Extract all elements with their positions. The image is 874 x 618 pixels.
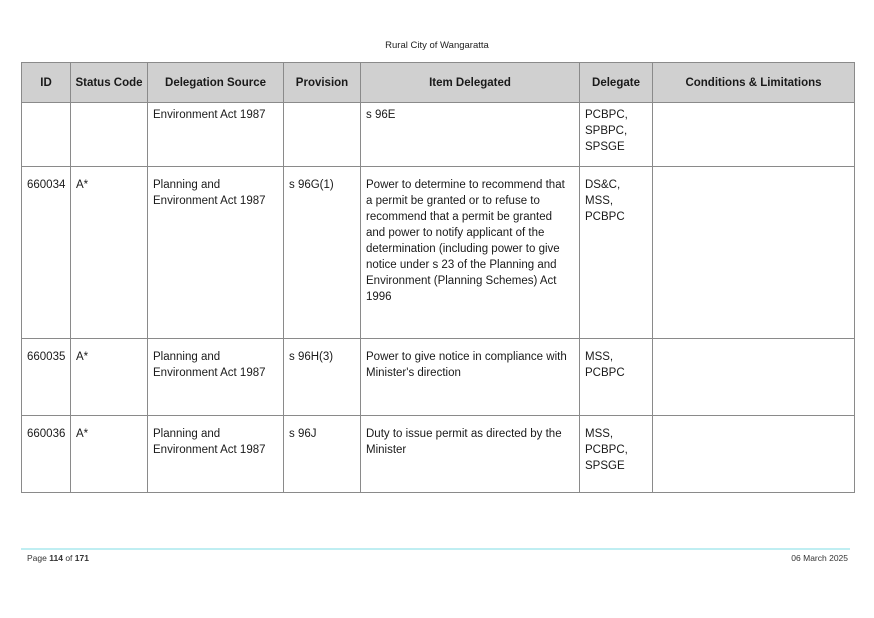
col-header-status-code: Status Code: [71, 63, 148, 103]
footer-divider: [21, 548, 850, 550]
cell-provision: [284, 103, 361, 167]
cell-item-delegated: Power to give notice in compliance with Minister's direction: [361, 339, 580, 416]
table-row: [22, 416, 855, 493]
col-header-delegation-source: Delegation Source: [148, 63, 284, 103]
cell-conditions: [653, 167, 855, 339]
cell-status-code: [71, 103, 148, 167]
cell-delegate: PCBPC, SPBPC, SPSGE: [580, 103, 653, 167]
cell-provision: s 96H(3): [284, 339, 361, 416]
cell-item-delegated: s 96E: [361, 103, 580, 167]
cell-provision: s 96G(1): [284, 167, 361, 339]
page-number: [27, 553, 89, 563]
cell-provision: s 96J: [284, 416, 361, 493]
cell-delegate: MSS, PCBPC, SPSGE: [580, 416, 653, 493]
cell-status-code: A*: [71, 416, 148, 493]
table-row: [22, 167, 855, 339]
table-header: [22, 63, 855, 103]
table-row: [22, 339, 855, 416]
cell-conditions: [653, 416, 855, 493]
table-row: [22, 103, 855, 167]
cell-delegate: MSS, PCBPC: [580, 339, 653, 416]
cell-item-delegated: Power to determine to recommend that a permit be granted or to refuse to recommend that a permit be granted and power to notify applicant of the determination (including power to give notice under s 23 of the Planning and Environment (Planning Schemes) Act 1996: [361, 167, 580, 339]
col-header-item-delegated: Item Delegated: [361, 63, 580, 103]
col-header-id: ID: [22, 63, 71, 103]
cell-delegation-source: Environment Act 1987: [148, 103, 284, 167]
cell-id: 660035: [22, 339, 71, 416]
col-header-delegate: Delegate: [580, 63, 653, 103]
cell-conditions: [653, 339, 855, 416]
cell-id: [22, 103, 71, 167]
page-current: 114: [49, 553, 63, 563]
cell-delegation-source: Planning and Environment Act 1987: [148, 416, 284, 493]
cell-id: 660034: [22, 167, 71, 339]
footer-date: 06 March 2025: [791, 553, 848, 563]
page-total: 171: [74, 553, 89, 563]
cell-conditions: [653, 103, 855, 167]
table-body: [22, 103, 855, 493]
cell-delegation-source: Planning and Environment Act 1987: [148, 339, 284, 416]
col-header-provision: Provision: [284, 63, 361, 103]
page-of: of: [65, 553, 73, 563]
cell-delegation-source: Planning and Environment Act 1987: [148, 167, 284, 339]
cell-delegate: DS&C, MSS, PCBPC: [580, 167, 653, 339]
cell-status-code: A*: [71, 339, 148, 416]
cell-status-code: A*: [71, 167, 148, 339]
page-header-title: Rural City of Wangaratta: [385, 40, 489, 51]
page-prefix: Page: [27, 553, 47, 563]
col-header-conditions: Conditions & Limitations: [653, 63, 855, 103]
delegation-table: [21, 62, 855, 493]
cell-id: 660036: [22, 416, 71, 493]
cell-item-delegated: Duty to issue permit as directed by the Minister: [361, 416, 580, 493]
